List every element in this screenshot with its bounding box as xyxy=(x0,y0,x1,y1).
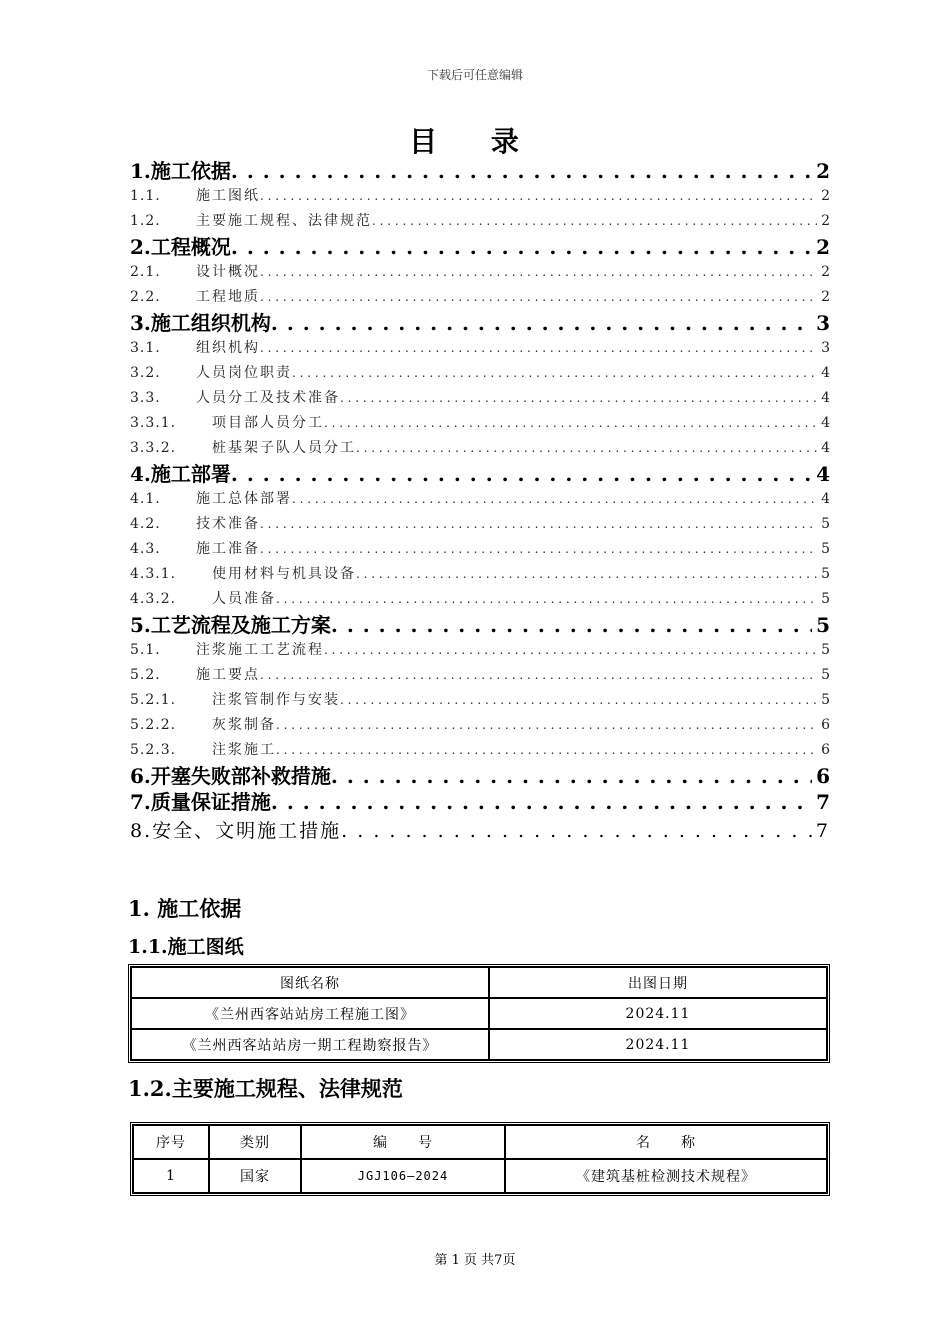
toc-leader-dots xyxy=(292,487,817,512)
toc-entry-title: 工程地质 xyxy=(196,289,260,305)
toc-entry-title: 开塞失败部补救措施 xyxy=(150,764,331,788)
toc-leader-dots xyxy=(260,512,817,537)
table-cell: 《建筑基桩检测技术规程》 xyxy=(505,1159,827,1193)
toc-entry-page: 5 xyxy=(816,613,830,637)
toc-entry-number: 4. xyxy=(130,462,151,486)
table-row xyxy=(131,1029,827,1060)
toc-entry-number: 1.1. xyxy=(130,188,161,204)
toc-entry-page: 4 xyxy=(816,462,830,486)
toc-entry-page: 4 xyxy=(821,440,830,456)
toc-entry-title: 人员岗位职责 xyxy=(196,365,292,381)
toc-entry-page: 6 xyxy=(821,717,830,733)
toc-entry[interactable] xyxy=(130,562,830,587)
table-header-cell: 序号 xyxy=(133,1125,209,1159)
toc-entry-number: 3. xyxy=(130,311,151,335)
toc-entry[interactable] xyxy=(130,815,830,847)
drawings-table xyxy=(128,964,830,1063)
table-cell: 《兰州西客站站房工程施工图》 xyxy=(131,998,489,1029)
table-cell: 2024.11 xyxy=(489,1029,827,1060)
toc-entry-page: 2 xyxy=(821,264,830,280)
toc-entry[interactable] xyxy=(130,285,830,310)
toc-entry-title: 技术准备 xyxy=(196,516,260,532)
toc-entry-number: 2.2. xyxy=(130,289,161,305)
toc-entry[interactable] xyxy=(130,260,830,285)
table-row xyxy=(131,998,827,1029)
table-header-cell: 编 号 xyxy=(301,1125,505,1159)
toc-leader-dots xyxy=(292,361,817,386)
table-row xyxy=(133,1159,827,1193)
toc-leader-dots xyxy=(260,285,817,310)
toc-entry[interactable] xyxy=(130,336,830,361)
toc-entry-number: 2.1. xyxy=(130,264,161,280)
toc-leader-dots xyxy=(356,436,817,461)
toc-entry-title: 施工准备 xyxy=(196,541,260,557)
toc-entry-page: 7 xyxy=(815,820,830,842)
toc-entry-number: 7. xyxy=(130,790,151,814)
toc-entry-number: 1.2. xyxy=(130,213,161,229)
toc-entry-page: 5 xyxy=(821,692,830,708)
toc-leader-dots xyxy=(271,310,812,336)
toc-title: 目 录 xyxy=(409,125,541,158)
toc-entry[interactable] xyxy=(130,713,830,738)
toc-entry-page: 2 xyxy=(816,159,830,183)
toc-entry[interactable] xyxy=(130,310,830,336)
toc-entry-page: 5 xyxy=(821,667,830,683)
toc-entry-number: 4.3. xyxy=(130,541,161,557)
toc-leader-dots xyxy=(331,612,812,638)
toc-entry-number: 3.3.1. xyxy=(130,415,177,431)
toc-entry-number: 1. xyxy=(130,159,151,183)
toc-leader-dots xyxy=(260,336,817,361)
toc-entry-page: 4 xyxy=(821,491,830,507)
table-header-cell: 出图日期 xyxy=(489,967,827,998)
toc-leader-dots xyxy=(324,411,817,436)
table-cell: 《兰州西客站站房一期工程勘察报告》 xyxy=(131,1029,489,1060)
toc-entry-title: 注浆管制作与安装 xyxy=(212,692,340,708)
toc-leader-dots xyxy=(231,234,812,260)
toc-entry-title: 安全、文明施工措施 xyxy=(152,820,342,842)
toc-entry-number: 5.2. xyxy=(130,667,161,683)
toc-entry-title: 项目部人员分工 xyxy=(212,415,324,431)
toc-entry-number: 5.2.1. xyxy=(130,692,177,708)
toc-entry[interactable] xyxy=(130,537,830,562)
toc-entry[interactable] xyxy=(130,738,830,763)
table-header-cell: 名 称 xyxy=(505,1125,827,1159)
toc-leader-dots xyxy=(260,663,817,688)
regulations-table xyxy=(130,1122,830,1196)
toc-leader-dots xyxy=(276,738,817,763)
toc-leader-dots xyxy=(276,713,817,738)
toc-entry[interactable] xyxy=(130,487,830,512)
toc-leader-dots xyxy=(271,789,812,815)
toc-entry[interactable] xyxy=(130,234,830,260)
toc-entry-title: 工程概况 xyxy=(150,235,231,259)
toc-leader-dots xyxy=(340,386,817,411)
toc-entry-title: 注浆施工 xyxy=(212,742,276,758)
toc-entry-title: 人员分工及技术准备 xyxy=(196,390,340,406)
toc-entry-title: 主要施工规程、法律规范 xyxy=(196,213,372,229)
toc-entry[interactable] xyxy=(130,461,830,487)
toc-entry[interactable] xyxy=(130,763,830,789)
toc-entry-page: 2 xyxy=(821,188,830,204)
toc-entry-number: 5. xyxy=(130,613,151,637)
toc-entry[interactable] xyxy=(130,638,830,663)
toc-entry-title: 施工依据 xyxy=(150,159,231,183)
toc-entry-page: 3 xyxy=(816,311,830,335)
toc-entry[interactable] xyxy=(130,158,830,184)
toc-entry-title: 人员准备 xyxy=(212,591,276,607)
toc-entry-number: 4.3.2. xyxy=(130,591,177,607)
toc-entry-title: 设计概况 xyxy=(196,264,260,280)
toc-leader-dots xyxy=(276,587,817,612)
table-header-cell: 图纸名称 xyxy=(131,967,489,998)
toc-entry-page: 4 xyxy=(821,415,830,431)
toc-entry[interactable] xyxy=(130,209,830,234)
toc-entry-number: 6. xyxy=(130,764,151,788)
toc-leader-dots xyxy=(331,763,812,789)
toc-leader-dots xyxy=(341,815,812,847)
toc-entry-title: 使用材料与机具设备 xyxy=(212,566,356,582)
toc-leader-dots xyxy=(231,461,812,487)
toc-entry-number: 3.3.2. xyxy=(130,440,177,456)
page-footer: 第 1 页 共7页 xyxy=(434,1253,516,1268)
table-of-contents xyxy=(130,158,830,847)
toc-entry-number: 4.3.1. xyxy=(130,566,177,582)
toc-entry-title: 工艺流程及施工方案 xyxy=(150,613,331,637)
section-1-2-heading: 1.2.主要施工规程、法律规范 xyxy=(128,1076,403,1101)
toc-leader-dots xyxy=(340,688,817,713)
toc-entry-page: 4 xyxy=(821,390,830,406)
toc-entry-title: 施工图纸 xyxy=(196,188,260,204)
toc-entry-title: 注浆施工工艺流程 xyxy=(196,642,324,658)
toc-leader-dots xyxy=(324,638,817,663)
section-1-heading: 1. 施工依据 xyxy=(128,896,242,921)
toc-entry-page: 5 xyxy=(821,566,830,582)
toc-entry-number: 3.3. xyxy=(130,390,161,406)
toc-entry-title: 施工总体部署 xyxy=(196,491,292,507)
toc-entry-page: 5 xyxy=(821,642,830,658)
toc-entry-title: 施工组织机构 xyxy=(150,311,271,335)
toc-entry[interactable] xyxy=(130,386,830,411)
toc-entry-page: 5 xyxy=(821,516,830,532)
toc-entry-page: 6 xyxy=(816,764,830,788)
toc-entry-number: 5.2.2. xyxy=(130,717,177,733)
toc-entry-page: 6 xyxy=(821,742,830,758)
table-cell: 1 xyxy=(133,1159,209,1193)
toc-entry-number: 4.1. xyxy=(130,491,161,507)
toc-leader-dots xyxy=(260,260,817,285)
table-header-cell: 类别 xyxy=(209,1125,301,1159)
toc-entry-title: 施工要点 xyxy=(196,667,260,683)
toc-entry-number: 8. xyxy=(130,820,153,842)
toc-entry-title: 桩基架子队人员分工 xyxy=(212,440,356,456)
toc-entry[interactable] xyxy=(130,688,830,713)
toc-entry-number: 5.2.3. xyxy=(130,742,177,758)
toc-entry-title: 组织机构 xyxy=(196,340,260,356)
toc-leader-dots xyxy=(260,537,817,562)
toc-entry-title: 灰浆制备 xyxy=(212,717,276,733)
toc-entry-page: 5 xyxy=(821,541,830,557)
toc-entry[interactable] xyxy=(130,512,830,537)
table-cell: 国家 xyxy=(209,1159,301,1193)
toc-leader-dots xyxy=(231,158,812,184)
toc-entry-page: 4 xyxy=(821,365,830,381)
toc-entry[interactable] xyxy=(130,587,830,612)
toc-entry-number: 4.2. xyxy=(130,516,161,532)
toc-entry-page: 7 xyxy=(816,790,830,814)
toc-entry-page: 2 xyxy=(821,213,830,229)
toc-leader-dots xyxy=(356,562,817,587)
toc-entry-title: 质量保证措施 xyxy=(150,790,271,814)
table-cell: JGJ106—2024 xyxy=(301,1159,505,1193)
toc-entry-number: 3.1. xyxy=(130,340,161,356)
toc-leader-dots xyxy=(372,209,817,234)
toc-entry[interactable] xyxy=(130,184,830,209)
toc-entry-page: 3 xyxy=(821,340,830,356)
section-1-1-heading: 1.1.施工图纸 xyxy=(128,936,244,958)
page-header: 下载后可任意编辑 xyxy=(426,68,523,82)
toc-entry-number: 2. xyxy=(130,235,151,259)
table-header-row xyxy=(131,967,827,998)
toc-entry[interactable] xyxy=(130,612,830,638)
toc-entry[interactable] xyxy=(130,663,830,688)
table-header-row xyxy=(133,1125,827,1159)
toc-leader-dots xyxy=(260,184,817,209)
toc-entry-number: 5.1. xyxy=(130,642,161,658)
toc-entry[interactable] xyxy=(130,789,830,815)
toc-entry[interactable] xyxy=(130,411,830,436)
table-cell: 2024.11 xyxy=(489,998,827,1029)
toc-entry-page: 5 xyxy=(821,591,830,607)
toc-entry[interactable] xyxy=(130,361,830,386)
toc-entry-page: 2 xyxy=(821,289,830,305)
toc-entry-title: 施工部署 xyxy=(150,462,231,486)
toc-entry-number: 3.2. xyxy=(130,365,161,381)
toc-entry[interactable] xyxy=(130,436,830,461)
toc-entry-page: 2 xyxy=(816,235,830,259)
